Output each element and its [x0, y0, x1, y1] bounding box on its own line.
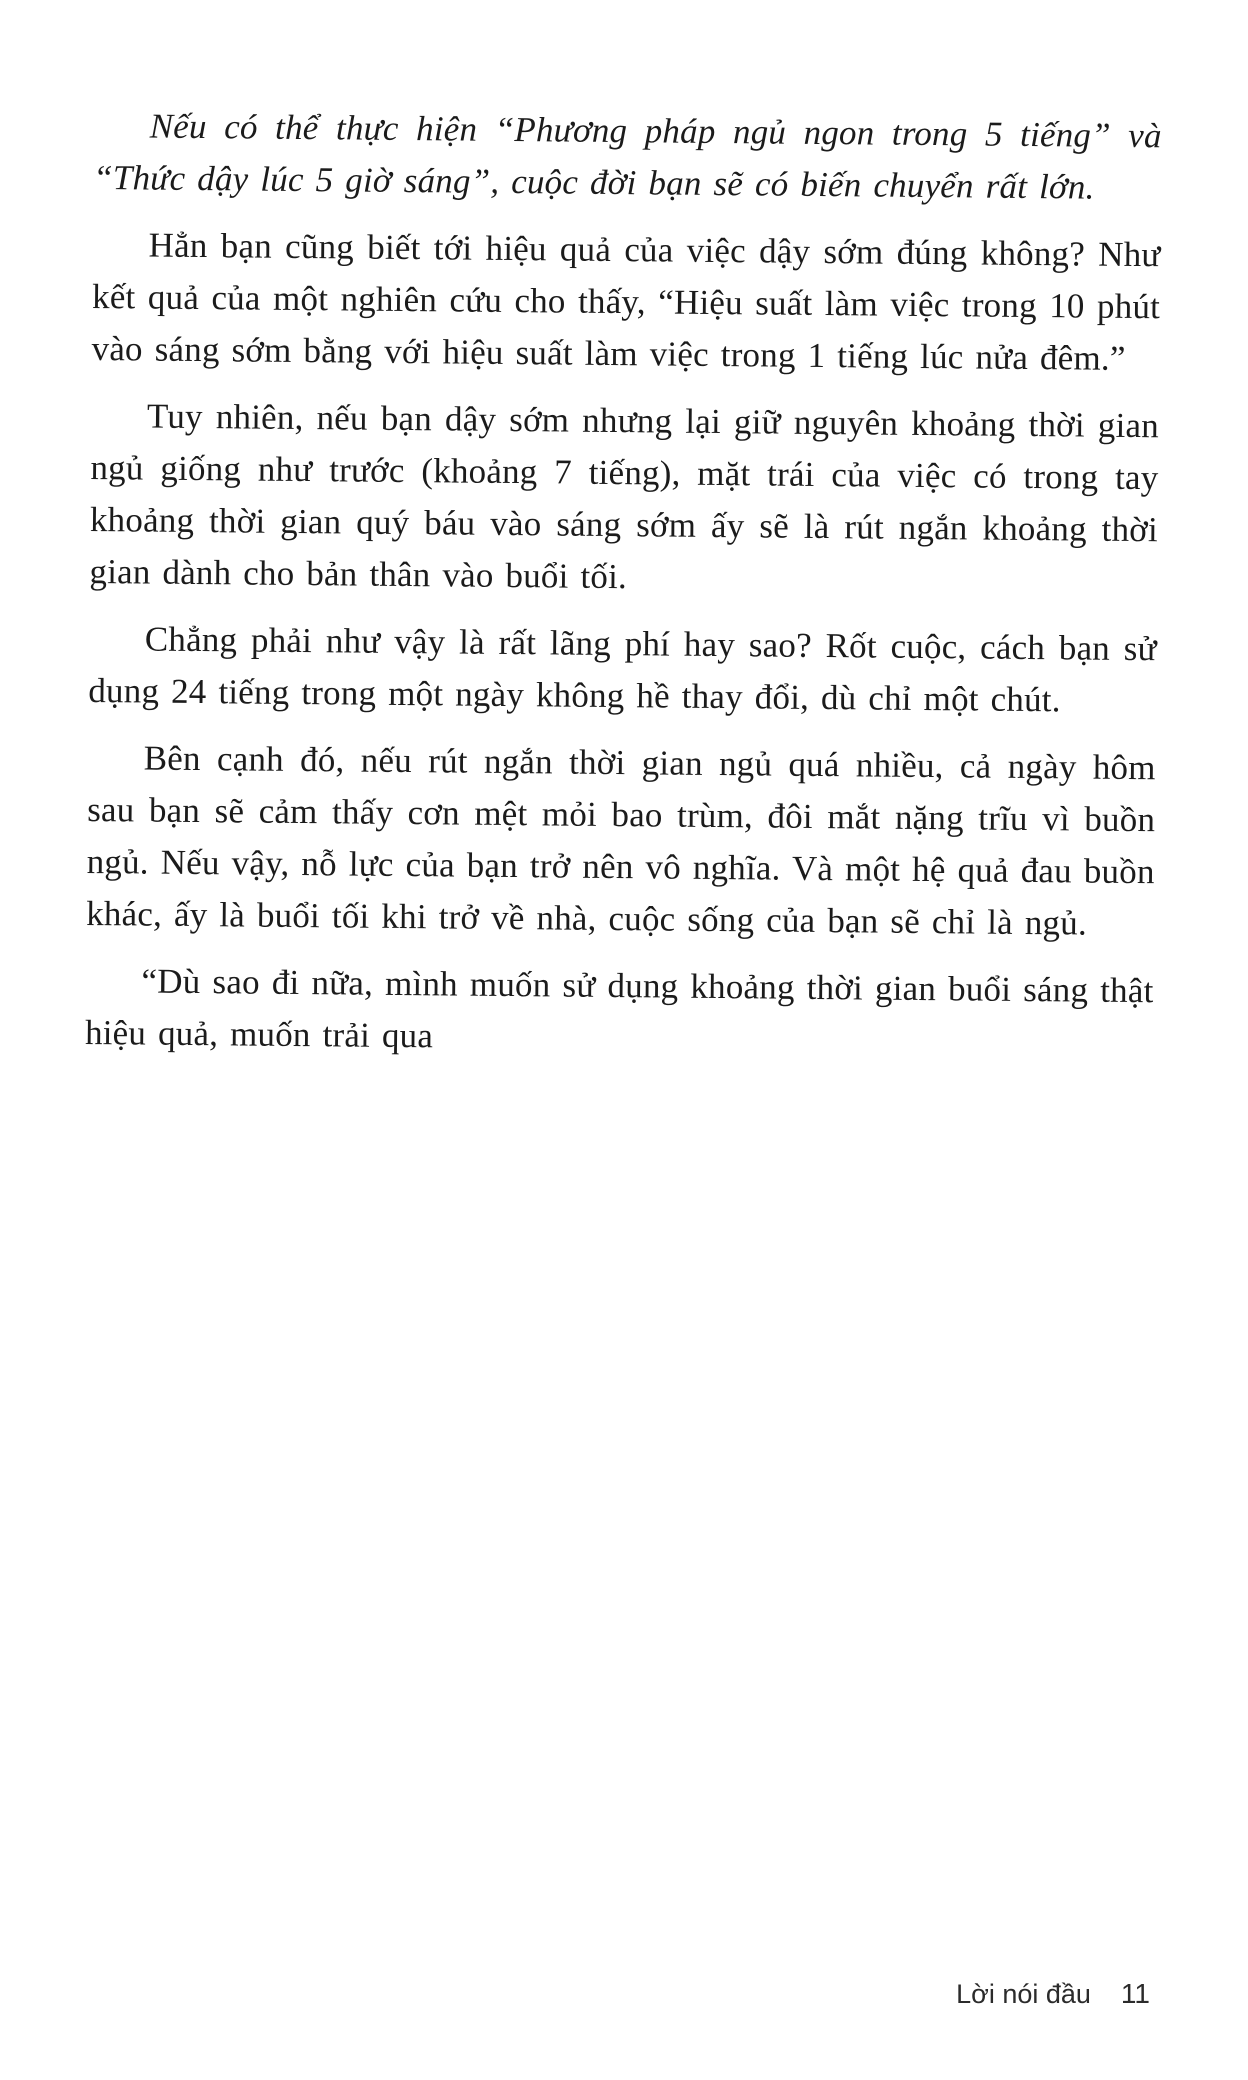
paragraph-2: Hẳn bạn cũng biết tới hiệu quả của việc dậy sớm đúng không? Như kết quả của một nghiên cứu cho thấy, “Hiệu suất làm việc trong 10 phút vào sáng sớm bằng với hiệu suất làm việc trong 1 tiếng lúc nửa đêm.”	[91, 225, 1161, 378]
section-label: Lời nói đầu	[956, 1979, 1091, 2009]
paragraph-intro-italic: Nếu có thể thực hiện “Phương pháp ngủ ngon trong 5 tiếng” và “Thức dậy lúc 5 giờ sáng”, cuộc đời bạn sẽ có biến chuyển rất lớn.	[93, 106, 1162, 207]
page-body	[85, 100, 1162, 1084]
paragraph-4: Chẳng phải như vậy là rất lãng phí hay sao? Rốt cuộc, cách bạn sử dụng 24 tiếng trong một ngày không hề thay đổi, dù chỉ một chút.	[88, 619, 1157, 720]
paragraph-3: Tuy nhiên, nếu bạn dậy sớm nhưng lại giữ nguyên khoảng thời gian ngủ giống như trước (khoảng 7 tiếng), mặt trái của việc có trong tay khoảng thời gian quý báu vào sáng sớm ấy sẽ là rút ngắn khoảng thời gian dành cho bản thân vào buổi tối.	[89, 396, 1160, 597]
paragraph-5: Bên cạnh đó, nếu rút ngắn thời gian ngủ quá nhiều, cả ngày hôm sau bạn sẽ cảm thấy cơn mệt mỏi bao trùm, đôi mắt nặng trĩu vì buồn ngủ. Nếu vậy, nỗ lực của bạn trở nên vô nghĩa. Và một hệ quả đau buồn khác, ấy là buổi tối khi trở về nhà, cuộc sống của bạn sẽ chỉ là ngủ.	[86, 738, 1156, 943]
page-footer	[956, 1978, 1150, 2010]
paragraph-6: “Dù sao đi nữa, mình muốn sử dụng khoảng thời gian buổi sáng thật hiệu quả, muốn trải qua	[84, 961, 1154, 1056]
page-number: 11	[1120, 1978, 1150, 2009]
